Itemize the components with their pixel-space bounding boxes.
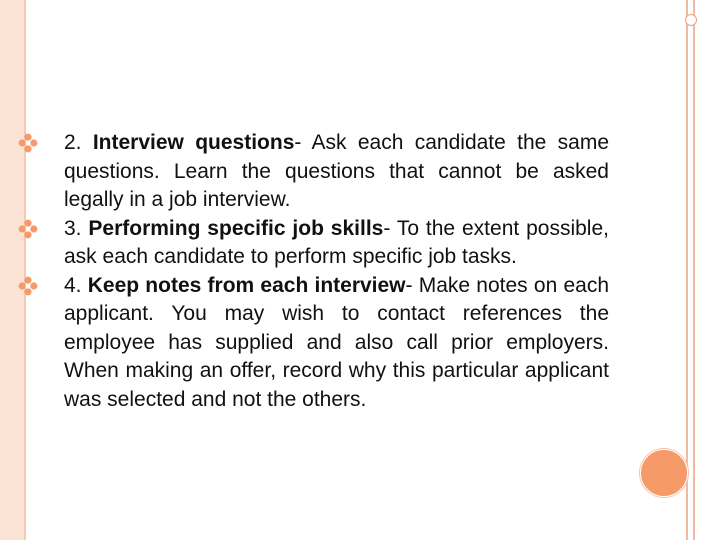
item-title: Keep notes from each interview	[87, 273, 406, 297]
item-title: Performing specific job skills	[88, 216, 384, 240]
item-number: 2.	[64, 131, 93, 154]
flower-bullet-icon	[18, 133, 38, 153]
left-frame-band	[0, 0, 26, 540]
left-frame-line	[24, 0, 26, 540]
large-circle-ornament	[640, 449, 688, 497]
small-circle-ornament	[685, 14, 697, 26]
item-number: 4.	[64, 273, 88, 297]
right-rail-line	[686, 0, 688, 540]
right-rail-line	[693, 0, 695, 540]
item-body: - Ask each candidate the same questions. Learn the questions that cannot be asked legally in a job interview.	[64, 131, 610, 211]
list-item	[64, 272, 609, 415]
item-body: - Make notes on each applicant. You may wish to contact references the employee has supplied and also call prior employers. When making an offer, record why this particular applicant was selected and not the others.	[64, 273, 610, 411]
item-body: - To the extent possible, ask each candidate to perform specific job tasks.	[64, 216, 609, 268]
list-item	[64, 215, 609, 272]
item-number: 3.	[64, 216, 89, 240]
item-title: Interview questions	[92, 131, 295, 154]
bullet-list	[64, 129, 609, 414]
flower-bullet-icon	[18, 276, 38, 296]
flower-bullet-icon	[18, 219, 38, 239]
list-item	[64, 129, 609, 215]
